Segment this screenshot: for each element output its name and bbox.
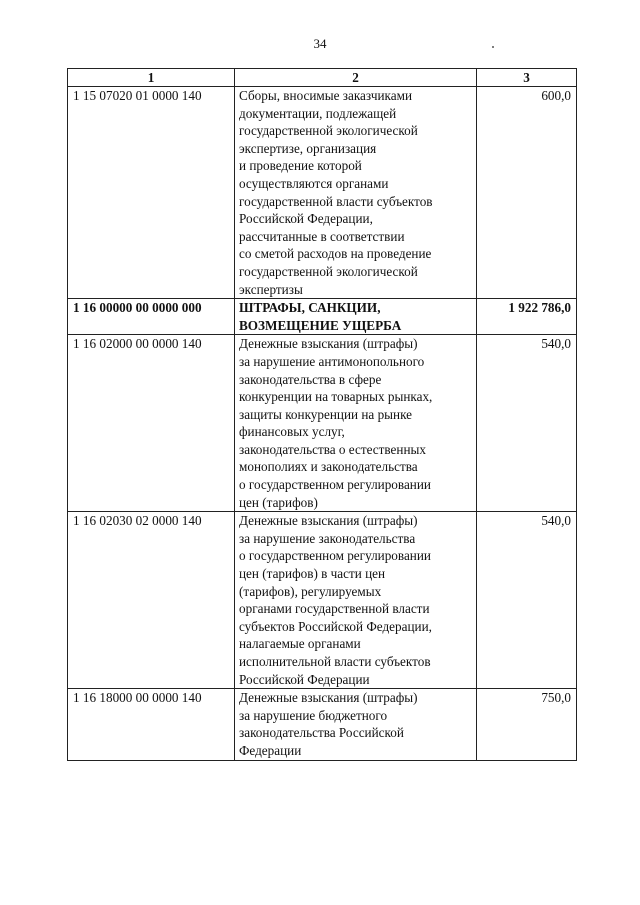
row-name-line: исполнительной власти субъектов: [239, 654, 431, 669]
row-name-line: защиты конкуренции на рынке: [239, 406, 413, 422]
row-name-line: государственной экологической: [239, 123, 418, 139]
row-name-line: Сборы, вносимые заказчиками: [239, 88, 413, 103]
row-name-line: налагаемые органами: [239, 636, 361, 652]
row-code: 1 16 02000 00 0000 140: [68, 335, 235, 512]
table-row: [68, 335, 577, 512]
row-name-line: законодательства о естественных: [239, 441, 426, 457]
row-name: [235, 512, 477, 689]
row-name-line: со сметой расходов на проведение: [239, 246, 432, 262]
header-row: [68, 69, 577, 87]
row-name-line: о государственном регулировании: [239, 477, 431, 493]
row-amount: 600,0: [477, 87, 577, 299]
row-amount: 540,0: [477, 512, 577, 689]
page-number: 34: [313, 36, 327, 51]
row-code: 1 16 18000 00 0000 140: [68, 689, 235, 760]
table-body: [68, 87, 577, 761]
row-name-line: цен (тарифов): [239, 494, 318, 510]
row-code: 1 16 02030 02 0000 140: [68, 512, 235, 689]
row-name-line: Федерации: [239, 742, 302, 758]
row-name: [235, 335, 477, 512]
row-amount: 1 922 786,0: [477, 299, 577, 335]
row-name-line: за нарушение бюджетного: [239, 707, 388, 723]
row-name-line: органами государственной власти: [239, 601, 430, 617]
row-name-line: законодательства Российской: [239, 725, 404, 741]
row-name-line: документации, подлежащей: [239, 105, 397, 121]
row-name: [235, 299, 477, 335]
row-name-line: финансовых услуг,: [239, 424, 345, 440]
row-name-line: за нарушение законодательства: [239, 530, 416, 546]
table-row: [68, 689, 577, 760]
table-row: [68, 87, 577, 299]
row-name-line: государственной экологической: [239, 263, 418, 279]
header-col-2: 2: [235, 69, 477, 87]
row-name-line: экспертизе, организация: [239, 140, 377, 156]
row-amount: 540,0: [477, 335, 577, 512]
row-name-line: субъектов Российской Федерации,: [239, 618, 432, 634]
scan-speck: [492, 46, 494, 48]
row-name-line: монополиях и законодательства: [239, 459, 418, 475]
row-name-line: цен (тарифов) в части цен: [239, 566, 386, 582]
table-row: [68, 299, 577, 335]
row-name-line: Денежные взыскания (штрафы): [239, 690, 418, 706]
row-name-line: за нарушение антимонопольного: [239, 353, 425, 369]
row-name-line: ВОЗМЕЩЕНИЕ УЩЕРБА: [239, 317, 402, 333]
row-name-line: государственной власти субъектов: [239, 193, 433, 209]
row-name: [235, 689, 477, 760]
row-name-line: (тарифов), регулируемых: [239, 583, 382, 599]
row-name-line: Денежные взыскания (штрафы): [239, 513, 418, 529]
header-col-1: 1: [68, 69, 235, 87]
row-code: 1 15 07020 01 0000 140: [68, 87, 235, 299]
row-name-line: экспертизы: [239, 281, 303, 297]
table-header: [68, 69, 577, 87]
row-name-line: законодательства в сфере: [239, 371, 382, 387]
row-name-line: о государственном регулировании: [239, 548, 431, 564]
row-name-line: Российской Федерации: [239, 671, 370, 687]
row-name-line: Денежные взыскания (штрафы): [239, 336, 418, 352]
budget-table: [67, 68, 577, 761]
row-name-line: конкуренции на товарных рынках,: [239, 389, 433, 405]
table-row: [68, 512, 577, 689]
row-code: 1 16 00000 00 0000 000: [68, 299, 235, 335]
row-name-line: рассчитанные в соответствии: [239, 228, 405, 244]
row-name-line: осуществляются органами: [239, 175, 389, 191]
row-amount: 750,0: [477, 689, 577, 760]
row-name-line: и проведение которой: [239, 158, 362, 174]
header-col-3: 3: [477, 69, 577, 87]
row-name: [235, 87, 477, 299]
row-name-line: ШТРАФЫ, САНКЦИИ,: [239, 300, 381, 316]
row-name-line: Российской Федерации,: [239, 211, 373, 227]
